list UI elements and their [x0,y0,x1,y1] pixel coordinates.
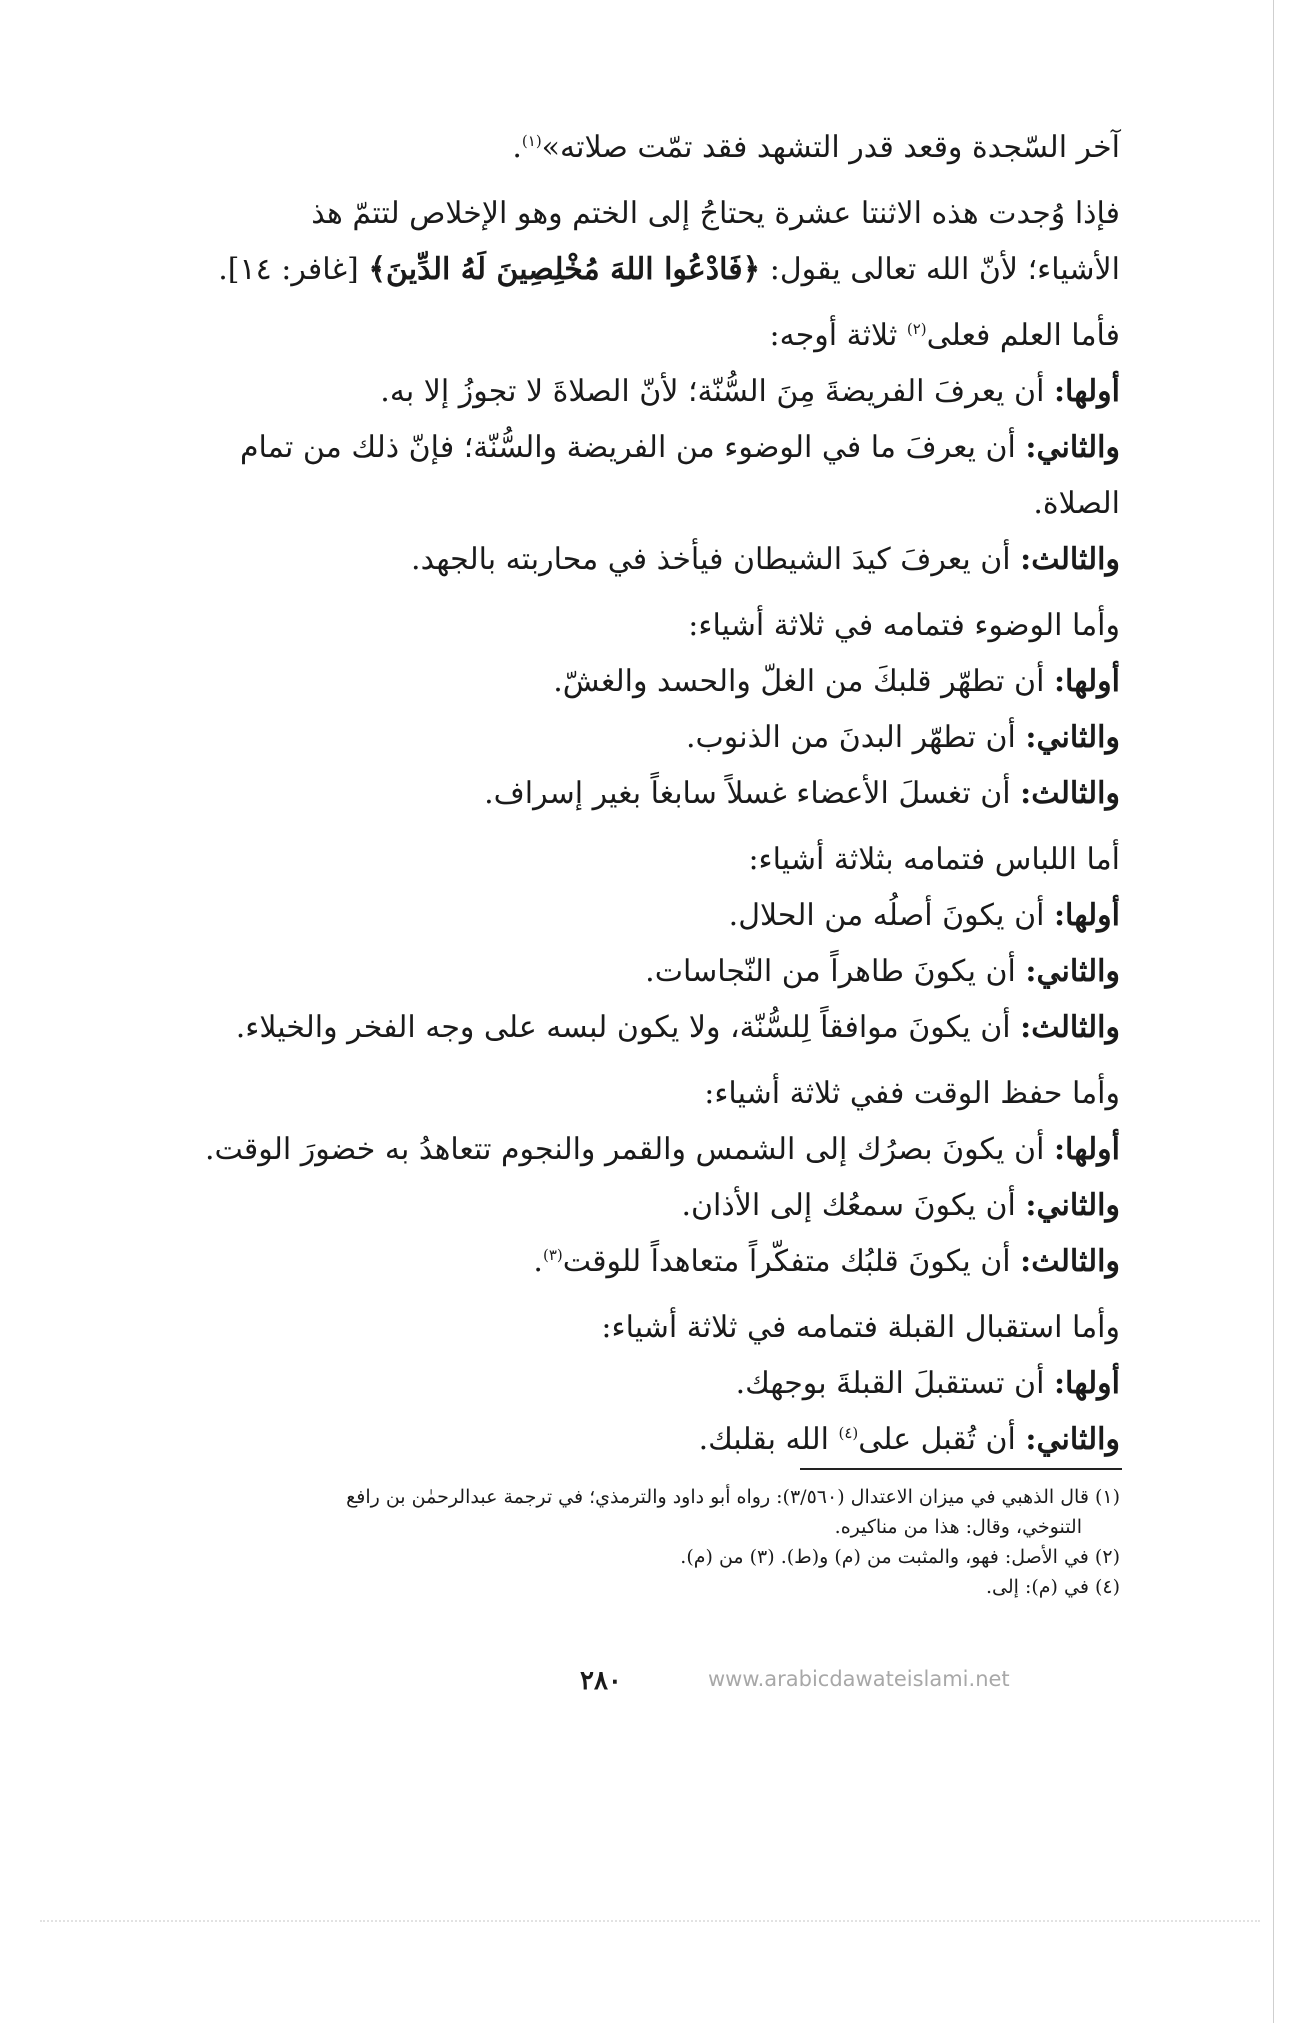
section-intro: فأما العلم فعلى$^{(٢)}$ ثلاثة أوجه: [769,318,1120,353]
footnote-ref: (٢) [906,320,927,338]
footnote: (٤) في (م): إلى. [985,1576,1120,1598]
list-item: والثالث: أن تغسلَ الأعضاء غسلاً سابغاً بغير إسراف. [484,776,1120,811]
section-intro: وأما الوضوء فتمامه في ثلاثة أشياء: [688,608,1120,643]
list-item: والثالث: أن يعرفَ كيدَ الشيطان فيأخذ في محاربته بالجهد. [411,542,1120,577]
list-item: والثاني: أن يكونَ طاهراً من النّجاسات. [645,954,1120,989]
footnote-divider [800,1468,1122,1470]
watermark: www.arabicdawateislami.net [708,1667,1010,1691]
list-item: أولها: أن يعرفَ الفريضةَ مِنَ السُّنّة؛ لأنّ الصلاةَ لا تجوزُ إلا به. [380,374,1120,409]
text-line: آخر السّجدة وقعد قدر التشهد فقد تمّت صلاته»$^{(١)}$. [512,130,1120,165]
text-line: فإذا وُجدت هذه الاثنتا عشرة يحتاجُ إلى الختم وهو الإخلاص لتتمّ هذ [311,196,1120,231]
page-edge-line [1273,0,1274,2023]
scan-artifact [40,1920,1260,1924]
main-text [140,120,1120,1468]
footnote-continuation: التنوخي، وقال: هذا من مناكيره. [834,1516,1082,1538]
section-intro: وأما حفظ الوقت ففي ثلاثة أشياء: [704,1076,1120,1111]
footnote-ref: (١) [521,132,542,150]
footnote: (٢) في الأصل: فهو، والمثبت من (م) و(ط). (٣) من (م). [680,1546,1120,1568]
text-line: الصلاة. [1033,486,1120,521]
list-item: والثاني: أن يكونَ سمعُك إلى الأذان. [681,1188,1120,1223]
footnotes [140,1482,1120,1602]
list-item: والثاني: أن تطهّر البدنَ من الذنوب. [685,720,1120,755]
footnote-ref: (٤) [838,1424,859,1442]
list-item: والثاني: أن تُقبل على$^{(٤)}$ الله بقلبك. [698,1422,1120,1457]
section-intro: وأما استقبال القبلة فتمامه في ثلاثة أشياء: [601,1310,1120,1345]
list-item: والثالث: أن يكونَ موافقاً لِلسُّنّة، ولا يكون لبسه على وجه الفخر والخيلاء. [235,1010,1120,1045]
text-line: الأشياء؛ لأنّ الله تعالى يقول: ﴿فَادْعُوا اللهَ مُخْلِصِينَ لَهُ الدِّينَ﴾ [غافر: ١٤]. [218,252,1120,287]
list-item: أولها: أن يكونَ بصرُك إلى الشمس والقمر والنجوم تتعاهدُ به خضورَ الوقت. [204,1132,1120,1167]
section-intro: أما اللباس فتمامه بثلاثة أشياء: [748,842,1120,877]
list-item: أولها: أن تطهّر قلبكَ من الغلّ والحسد والغشّ. [553,664,1120,699]
footnote: (١) قال الذهبي في ميزان الاعتدال (٣/٥٦٠): رواه أبو داود والترمذي؛ في ترجمة عبدالرحمٰن بن رافع [346,1486,1120,1508]
list-item: أولها: أن تستقبلَ القبلةَ بوجهك. [735,1366,1120,1401]
quran-verse: ﴿فَادْعُوا اللهَ مُخْلِصِينَ لَهُ الدِّينَ﴾ [368,252,761,287]
list-item: والثاني: أن يعرفَ ما في الوضوء من الفريضة والسُّنّة؛ فإنّ ذلك من تمام [239,430,1120,465]
list-item: والثالث: أن يكونَ قلبُك متفكّراً متعاهداً للوقت$^{(٣)}$. [533,1244,1120,1279]
page-number: ٢٨٠ [580,1666,622,1696]
footnote-ref: (٣) [542,1246,563,1264]
list-item: أولها: أن يكونَ أصلُه من الحلال. [728,898,1120,933]
